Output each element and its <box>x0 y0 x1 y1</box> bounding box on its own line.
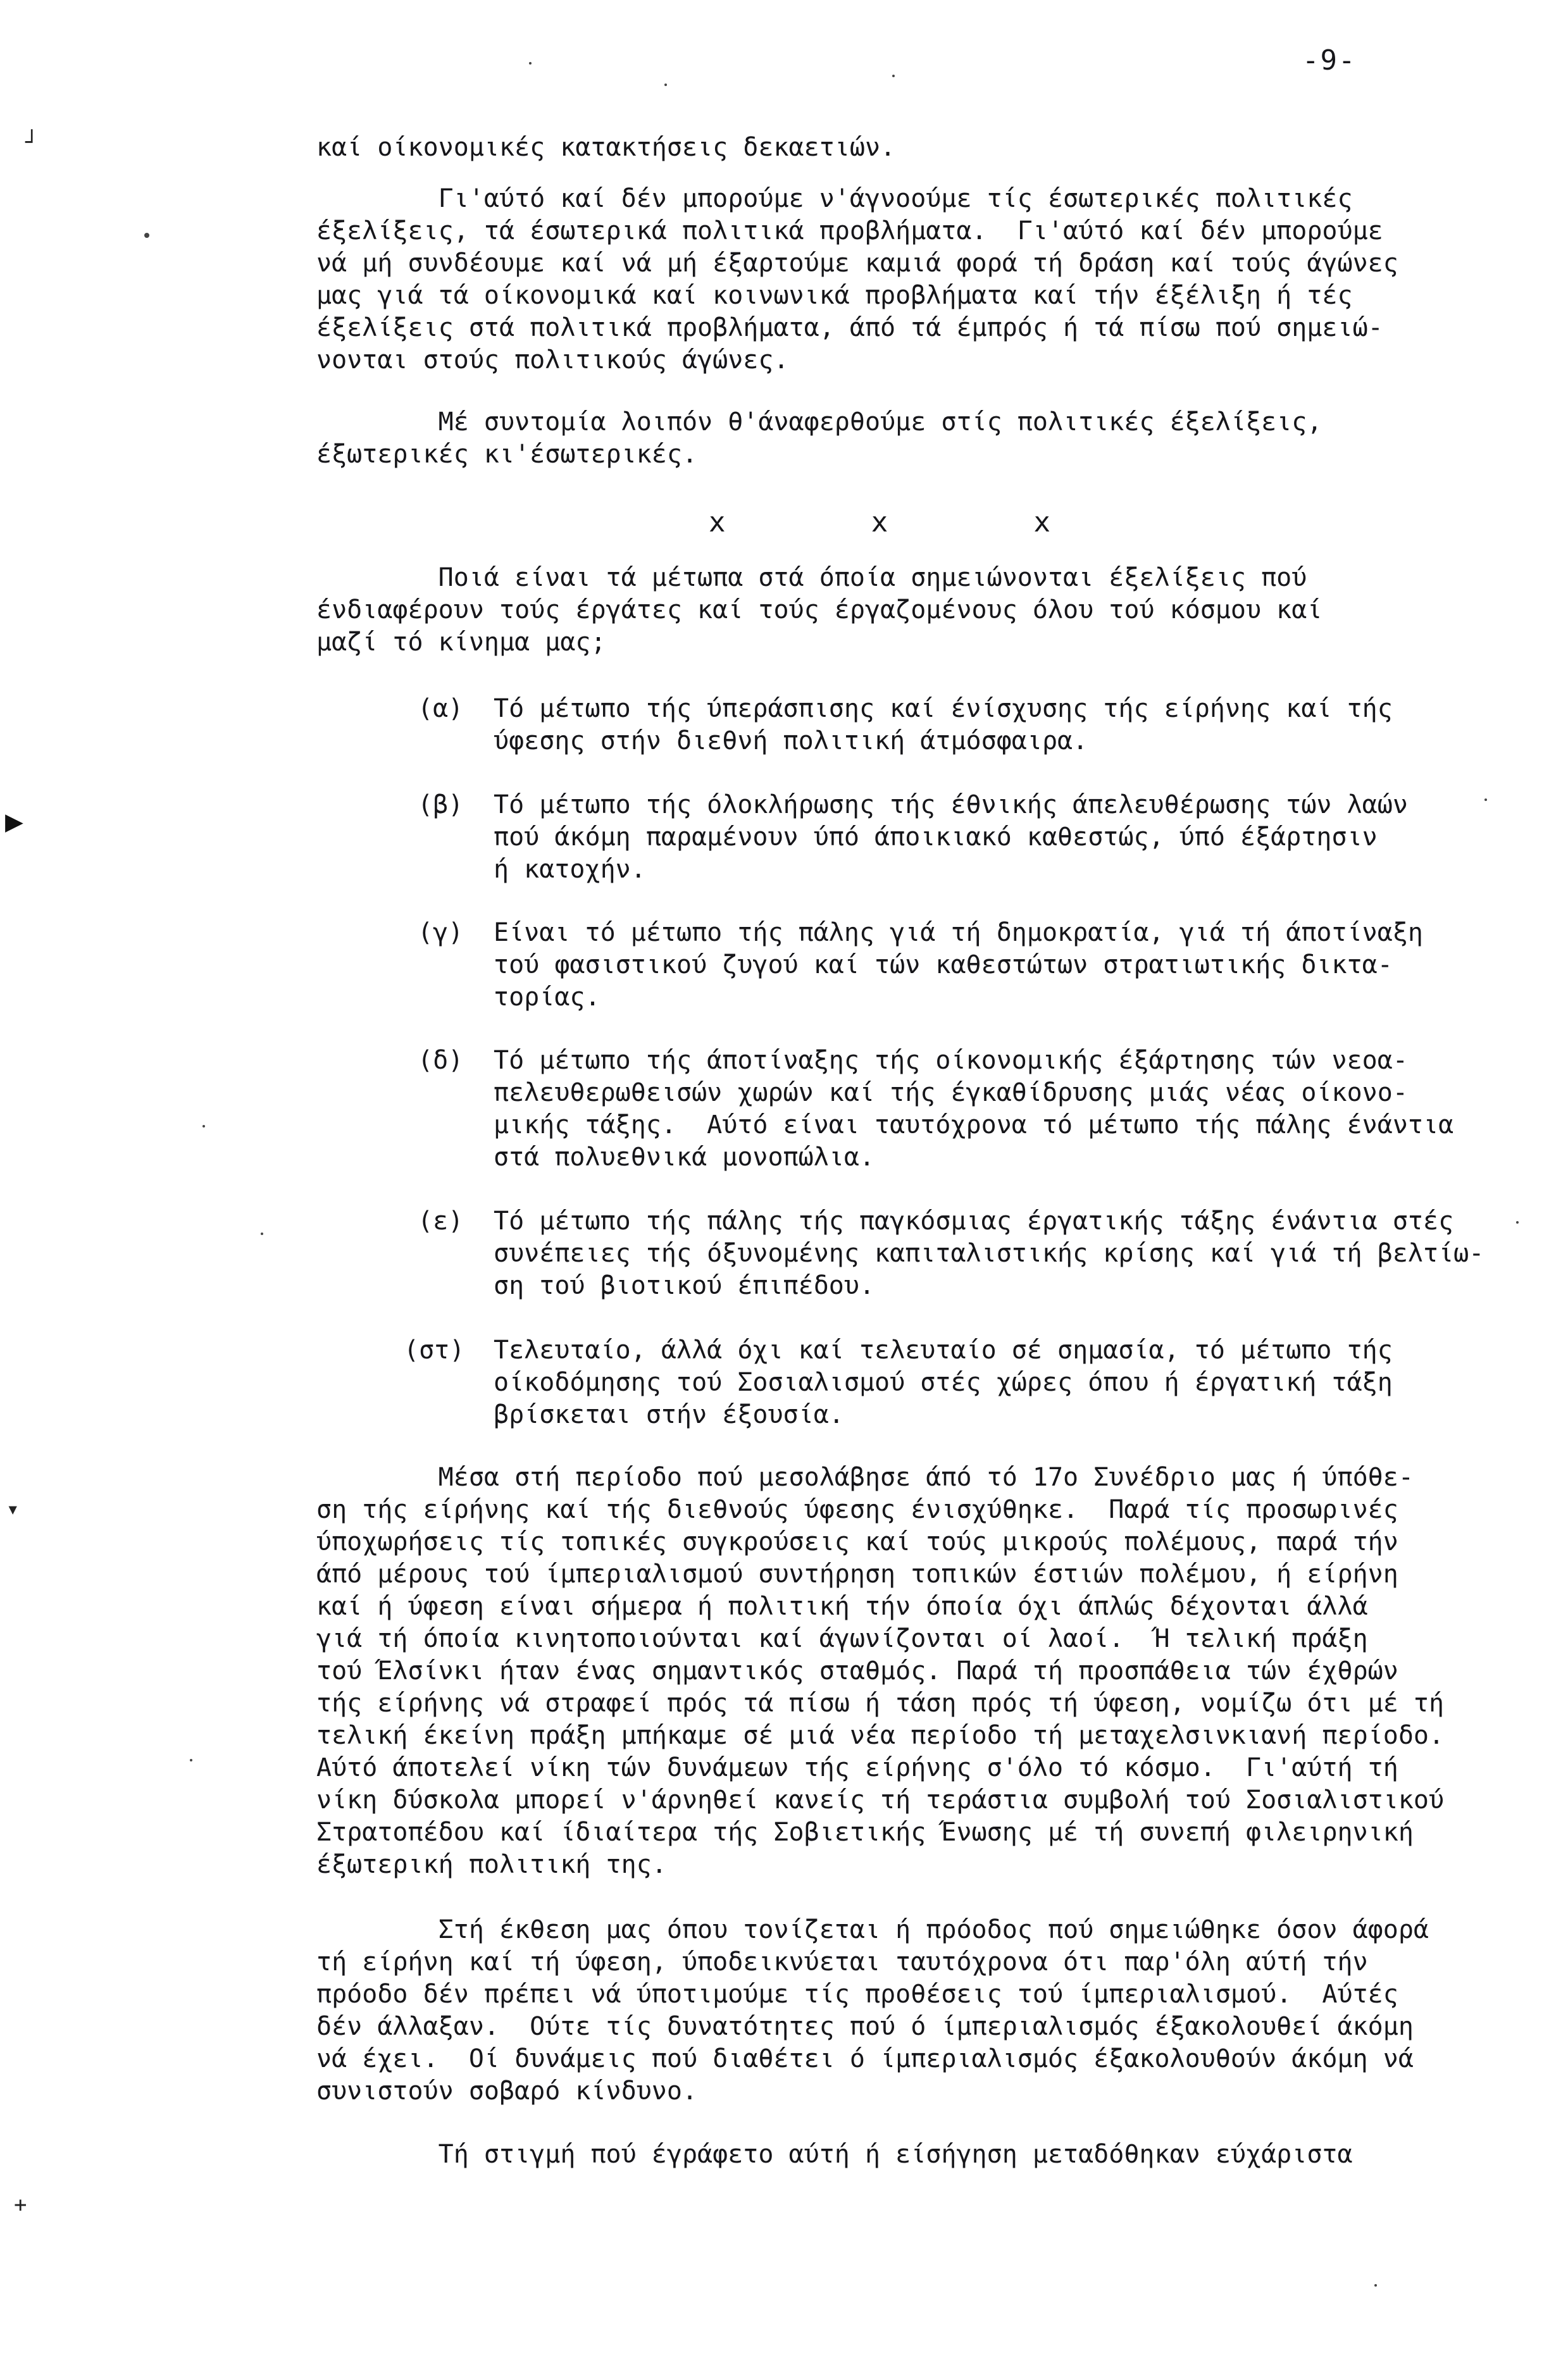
scan-speck <box>892 75 895 77</box>
list-marker: (στ) <box>404 1336 465 1365</box>
section-separator <box>709 506 1050 538</box>
list-item-text: Τό μέτωπο τής άποτίναξης τής οίκονομικής έξάρτησης τών νεοα- πελευθερωθεισών χωρών καί τής έγκαθίδρυσης μιάς νέας οίκονο- μικής τάξης. Αύτό είναι ταυτόχρονα τό μέτωπο τής πάλης ένάντια στά πολυεθνικά μονοπώλια. <box>494 1046 1454 1172</box>
list-item-text: Είναι τό μέτωπο τής πάλης γιά τή δημοκρατία, γιά τή άποτίναξη τού φασιστικού ζυγού καί τών καθεστώτων στρατιωτικής δικτα- τορίας. <box>494 918 1424 1012</box>
margin-tack-mark: + <box>14 2192 27 2218</box>
list-marker: (δ) <box>418 1046 464 1075</box>
scan-speck <box>664 84 667 86</box>
list-marker: (α) <box>418 694 464 723</box>
scan-speck <box>529 62 532 65</box>
scan-speck <box>1516 1221 1519 1224</box>
scan-speck <box>261 1233 263 1235</box>
paragraph-5: Στή έκθεση μας όπου τονίζεται ή πρόοδος πού σημειώθηκε όσον άφορά τή είρήνη καί τή ύφεση, ύποδεικνύεται ταυτόχρονα ότι παρ'όλη αύτή τήν πρόοδο δέν πρέπει νά ύποτιμούμε τίς προθέσεις τού ίμπεριαλισμού. Αύτές δέν άλλαξαν. Ούτε τίς δυνατότητες πού ό ίμπεριαλισμός έξακολουθεί άκόμη νά έχει. Οί δυνάμεις πού διαθέτει ό ίμπεριαλισμός έξακολουθούν άκόμη νά συνιστούν σοβαρό κίνδυνο. <box>316 1915 1429 2106</box>
list-marker: (β) <box>418 790 464 819</box>
separator-mark: x <box>871 506 888 538</box>
list-marker: (γ) <box>418 918 464 947</box>
paragraph-6: Τή στιγμή πού έγράφετο αύτή ή είσήγηση μεταδόθηκαν εύχάριστα <box>316 2140 1353 2169</box>
list-item-text: Τελευταίο, άλλά όχι καί τελευταίο σέ σημασία, τό μέτωπο τής οίκοδόμησης τού Σοσιαλισμού στές χώρες όπου ή έργατική τάξη βρίσκεται στήν έξουσία. <box>494 1336 1393 1429</box>
scan-speck <box>190 1759 192 1761</box>
page-number: -9- <box>1302 44 1357 77</box>
margin-tick-mark: ┘ <box>25 130 39 155</box>
list-item-text: Τό μέτωπο τής πάλης τής παγκόσμιας έργατικής τάξης ένάντια στές συνέπειες τής όξυνομένης καπιταλιστικής κρίσης καί γιά τή βελτίω- ση τού βιοτικού έπιπέδου. <box>494 1207 1484 1300</box>
scan-speck <box>202 1125 205 1127</box>
paragraph-0: καί οίκονομικές κατακτήσεις δεκαετιών. <box>316 133 896 162</box>
list-marker: (ε) <box>418 1207 464 1236</box>
paragraph-3: Ποιά είναι τά μέτωπα στά όποία σημειώνονται έξελίξεις πού ένδιαφέρουν τούς έργάτες καί τούς έργαζομένους όλου τού κόσμου καί μαζί τό κίνημα μας; <box>316 563 1322 657</box>
scan-speck <box>1374 2284 1377 2287</box>
separator-mark: x <box>1033 506 1050 538</box>
list-item-text: Τό μέτωπο τής όλοκλήρωσης τής έθνικής άπελευθέρωσης τών λαών πού άκόμη παραμένουν ύπό άποικιακό καθεστώς, ύπό έξάρτησιν ή κατοχήν. <box>494 790 1408 884</box>
margin-binding-mark: ▶ <box>5 804 23 839</box>
list-item-text: Τό μέτωπο τής ύπεράσπισης καί ένίσχυσης τής είρήνης καί τής ύφεσης στήν διεθνή πολιτική άτμόσφαιρα. <box>494 694 1393 755</box>
scan-speck <box>1484 798 1487 801</box>
paragraph-2: Μέ συντομία λοιπόν θ'άναφερθούμε στίς πολιτικές έξελίξεις, έξωτερικές κι'έσωτερικές. <box>316 407 1322 469</box>
separator-mark: x <box>709 506 726 538</box>
margin-tack-mark: ▾ <box>6 1496 20 1522</box>
paragraph-1: Γι'αύτό καί δέν μπορούμε ν'άγνοούμε τίς έσωτερικές πολιτικές έξελίξεις, τά έσωτερικά πολιτικά προβλήματα. Γι'αύτό καί δέν μπορούμε νά μή συνδέουμε καί νά μή έξαρτούμε καμιά φορά τή δράση καί τούς άγώνες μας γιά τά οίκονομικά καί κοινωνικά προβλήματα καί τήν έξέλιξη ή τές έξελίξεις στά πολιτικά προβλήματα, άπό τά έμπρός ή τά πίσω πού σημειώ- νονται στούς πολιτικούς άγώνες. <box>316 184 1398 375</box>
margin-dot <box>144 233 149 238</box>
paragraph-4: Μέσα στή περίοδο πού μεσολάβησε άπό τό 17ο Συνέδριο μας ή ύπόθε- ση τής είρήνης καί τής διεθνούς ύφεσης ένισχύθηκε. Παρά τίς προσωρινές ύποχωρήσεις τίς τοπικές συγκρούσεις καί τούς μικρούς πολέμους, παρά τήν άπό μέρους τού ίμπεριαλισμού συντήρηση τοπικών έστιών πολέμου, ή είρήνη καί ή ύφεση είναι σήμερα ή πολιτική τήν όποία όχι άπλώς δέχονται άλλά γιά τή όποία κινητοποιούνται καί άγωνίζονται οί λαοί. Ή τελική πράξη τού Έλσίνκι ήταν ένας σημαντικός σταθμός. Παρά τή προσπάθεια τών έχθρών τής είρήνης νά στραφεί πρός τά πίσω ή τάση πρός τή ύφεση, νομίζω ότι μέ τή τελική έκείνη πράξη μπήκαμε σέ μιά νέα περίοδο τή μεταχελσινκιανή περίοδο. Αύτό άποτελεί νίκη τών δυνάμεων τής είρήνης σ'όλο τό κόσμο. Γι'αύτή τή νίκη δύσκολα μπορεί ν'άρνηθεί κανείς τή τεράστια συμβολή τού Σοσιαλιστικού Στρατοπέδου καί ίδιαίτερα τής Σοβιετικής Ένωσης μέ τή συνεπή φιλειρηνική έξωτερική πολιτική της. <box>316 1463 1445 1879</box>
